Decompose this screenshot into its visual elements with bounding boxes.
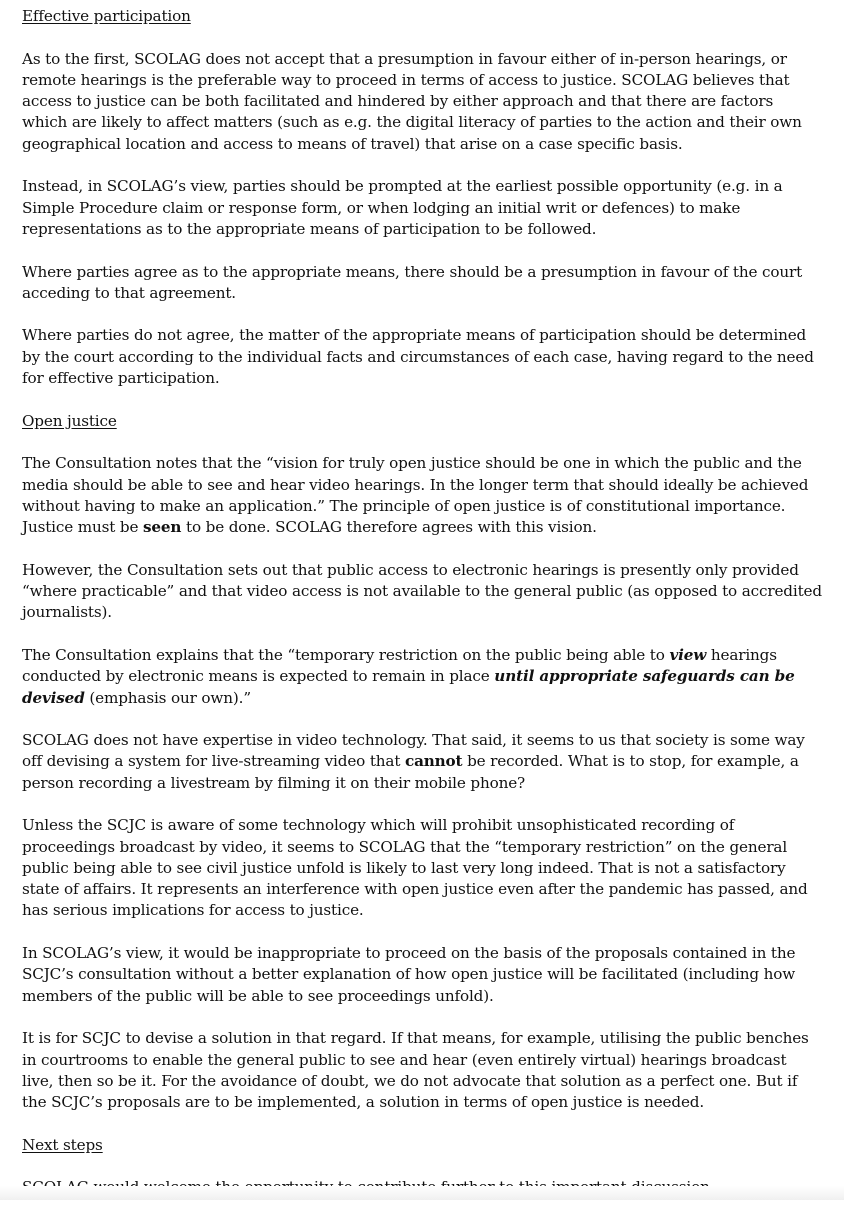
paragraph: SCOLAG does not have expertise in video technology. That said, it seems to us that society is some way off devising a system for live-streaming video that cannot be recorded. What is to stop, for example, a person recording a livestream by filming it on their mobile phone? [22,731,805,792]
heading-next-steps: Next steps [22,1135,103,1154]
paragraph: Unless the SCJC is aware of some technology which will prohibit unsophisticated recording of proceedings broadcast by video, it seems to SCOLAG that the “temporary restriction” on the general public being able to see civil justice unfold is likely to last very long indeed. That is not a satisfactory state of affairs. It represents an interference with open justice even after the pandemic has passed, and has serious implications for access to justice. [22,816,808,920]
emphasis-bold: seen [143,518,182,537]
heading-open-justice: Open justice [22,411,117,430]
paragraph: As to the first, SCOLAG does not accept that a presumption in favour either of in-person hearings, or remote hearings is the preferable way to proceed in terms of access to justice. SCOLAG believes that access to justice can be both facilitated and hindered by either approach and that there are factors which are likely to affect matters (such as e.g. the digital literacy of parties to the action and their own geographical location and access to means of travel) that arise on a case specific basis. [22,49,802,153]
paragraph: Where parties do not agree, the matter of the appropriate means of participation should be determined by the court according to the individual facts and circumstances of each case, having regard to the need for effective participation. [22,326,814,388]
paragraph: In SCOLAG’s view, it would be inappropriate to proceed on the basis of the proposals contained in the SCJC’s consultation without a better explanation of how open justice will be facilitated (including how members of the public will be able to see proceedings unfold). [22,944,796,1005]
paragraph: Where parties agree as to the appropriate means, there should be a presumption in favour of the court acceding to that agreement. [22,262,803,302]
paragraph: It is for SCJC to devise a solution in that regard. If that means, for example, utilising the public benches in courtrooms to enable the general public to see and hear (even entirely virtual) hearings broadcast live, then so be it. For the avoidance of doubt, we do not advocate that solution as a perfect one. But if the SCJC’s proposals are to be implemented, a solution in terms of open justice is needed. [22,1029,809,1112]
paragraph: However, the Consultation sets out that public access to electronic hearings is presently only provided “where practicable” and that video access is not available to the general public (as opposed to accredited journalists). [22,560,822,622]
document-body [22,6,822,1220]
heading-effective-participation: Effective participation [22,7,191,25]
page-edge-shadow [0,1186,844,1200]
emphasis-bold-italic: view [669,645,707,664]
emphasis-bold-italic: until appropriate safeguards can be devised [22,667,795,707]
emphasis-bold: cannot [404,752,463,771]
paragraph: Instead, in SCOLAG’s view, parties should be prompted at the earliest possible opportunity (e.g. in a Simple Procedure claim or response form, or when lodging an initial writ or defences) to make representations as to the appropriate means of participation to be followed. [22,177,783,238]
paragraph: The Consultation notes that the “vision for truly open justice should be one in which the public and the media should be able to see and hear video hearings. In the longer term that should ideally be achieved without having to make an application.” The principle of open justice is of constitutional importance. Justice must be seen to be done. SCOLAG therefore agrees with this vision. [22,454,809,537]
paragraph: The Consultation explains that the “temporary restriction on the public being able to view hearings conducted by electronic means is expected to remain in place until appropriate safeguards can be devised (emphasis our own).” [22,645,795,707]
